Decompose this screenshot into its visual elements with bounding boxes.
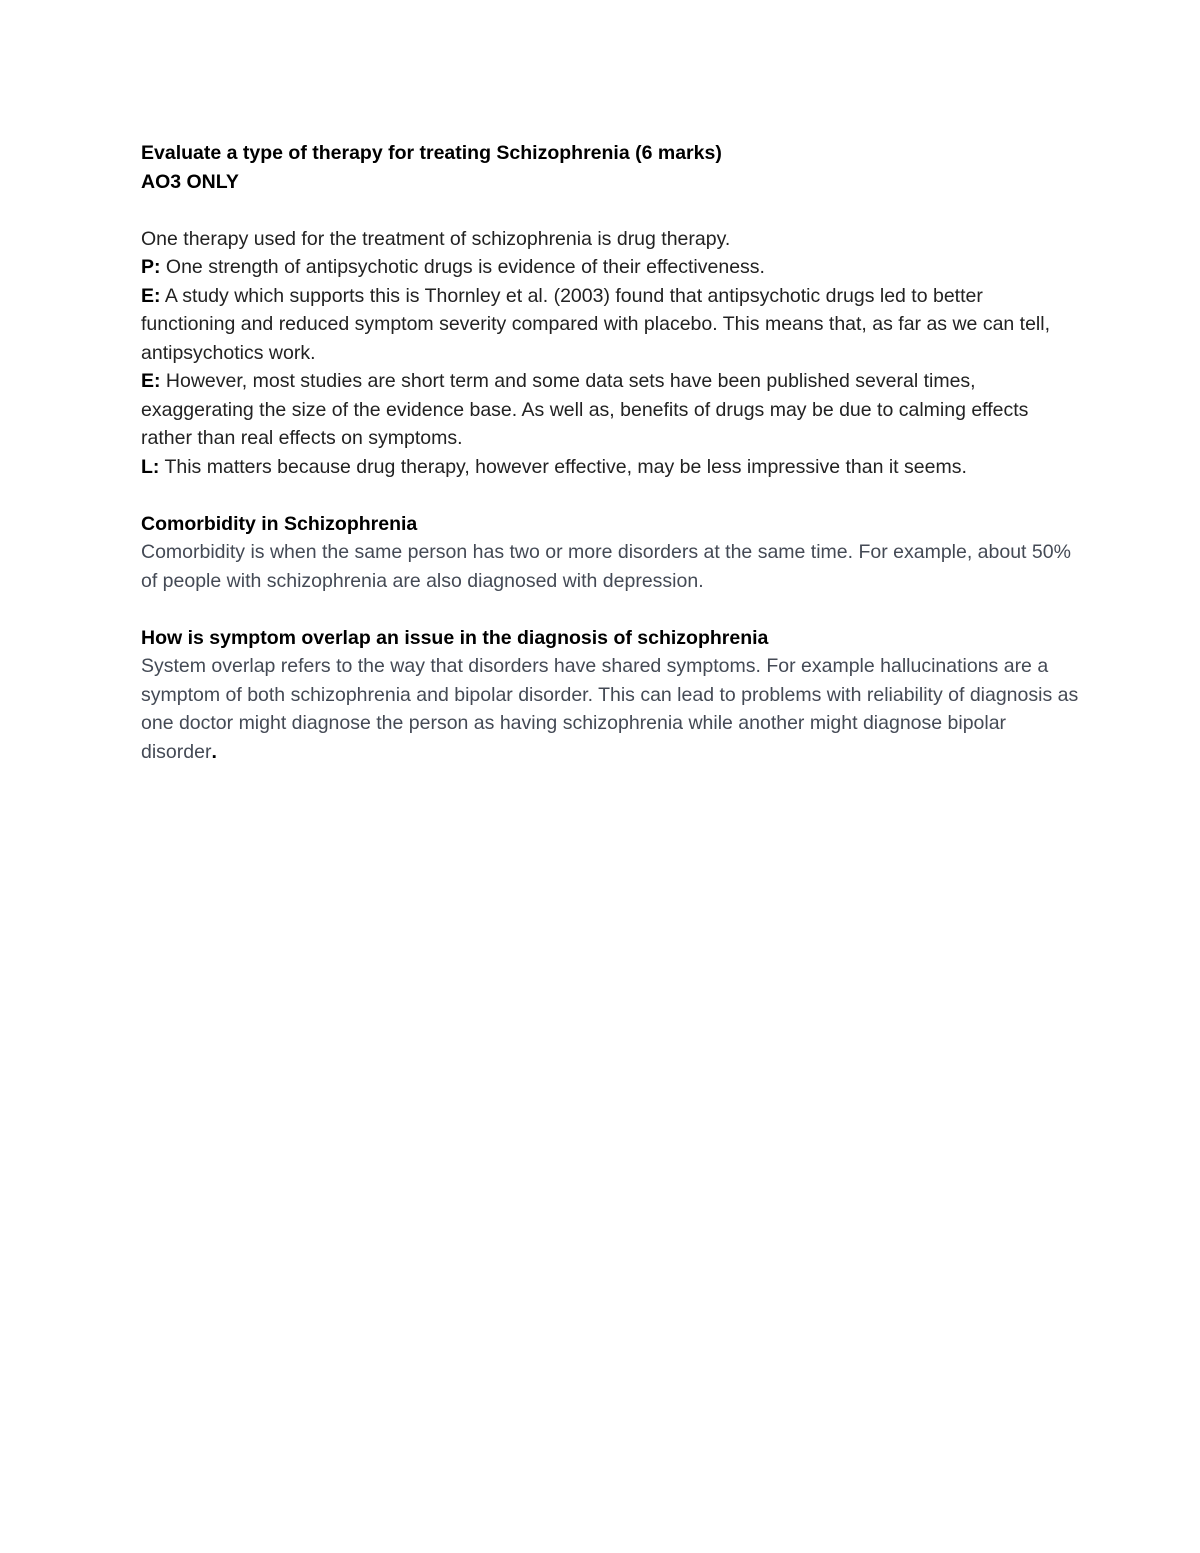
pel-text: This matters because drug therapy, however effective, may be less impressive than it seems. [159, 455, 967, 478]
overlap-heading: How is symptom overlap an issue in the diagnosis of schizophrenia [141, 626, 769, 649]
spacer [141, 595, 1081, 624]
document-body [141, 139, 1081, 766]
pel-label: E: [141, 284, 161, 307]
overlap-end-mark: . [211, 740, 217, 763]
pel-text: One strength of antipsychotic drugs is evidence of their effectiveness. [160, 256, 765, 278]
comorbidity-heading: Comorbidity in Schizophrenia [141, 512, 418, 535]
intro-paragraph: One therapy used for the treatment of schizophrenia is drug therapy. [141, 227, 731, 250]
overlap-body: System overlap refers to the way that disorders have shared symptoms. For example hallucinations are a symptom of both schizophrenia and bipolar disorder. This can lead to problems with reliability of diagnosis as one doctor might diagnose the person as having schizophrenia while another might diagnose bipolar disorder [141, 655, 1079, 763]
pel-point [141, 253, 1081, 282]
pel-label: P: [141, 256, 161, 278]
spacer [141, 481, 1081, 510]
pel-evaluation [141, 367, 1081, 453]
pel-evidence [141, 282, 1081, 368]
comorbidity-body: Comorbidity is when the same person has two or more disorders at the same time. For example, about 50% of people with schizophrenia are also diagnosed with depression. [141, 541, 1071, 592]
pel-text: A study which supports this is Thornley et al. (2003) found that antipsychotic drugs led to better functioning and reduced symptom severity compared with placebo. This means that, as far as we can tell, antipsychotics work. [141, 284, 1051, 364]
pel-link [141, 453, 1081, 482]
spacer [141, 196, 1081, 225]
question-title: Evaluate a type of therapy for treating Schizophrenia (6 marks) [141, 142, 722, 164]
question-subtitle: AO3 ONLY [141, 170, 239, 193]
pel-label: L: [141, 455, 160, 478]
pel-text: However, most studies are short term and some data sets have been published several times, exaggerating the size of the evidence base. As well as, benefits of drugs may be due to calming effects rather than real effects on symptoms. [141, 370, 1029, 449]
pel-label: E: [141, 370, 161, 392]
overlap-paragraph [141, 652, 1081, 766]
